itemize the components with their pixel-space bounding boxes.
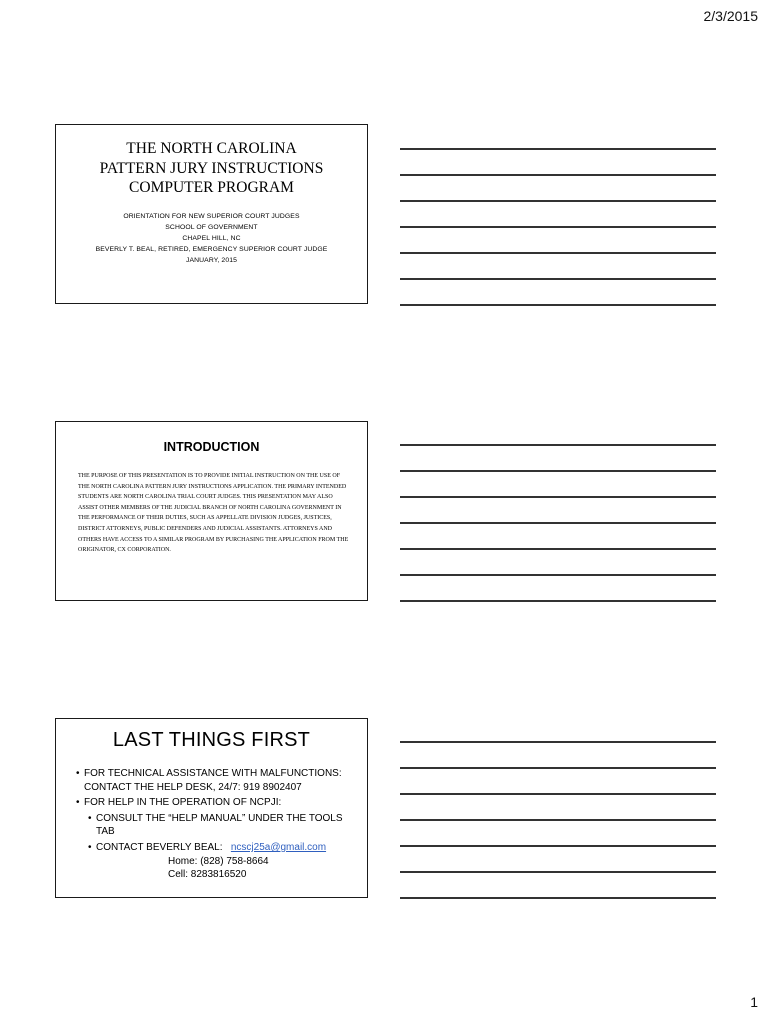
note-line (400, 496, 716, 498)
note-line (400, 793, 716, 795)
note-line (400, 304, 716, 306)
bullet-icon: • (76, 768, 80, 779)
slide-1-subtitle-line: ORIENTATION FOR NEW SUPERIOR COURT JUDGES (123, 213, 300, 220)
bullet-text: CONTACT THE HELP DESK, 24/7: 919 8902407 (84, 781, 302, 793)
bullet-icon: • (88, 812, 92, 824)
slide-1-subtitle-line: SCHOOL OF GOVERNMENT (165, 224, 258, 231)
note-line (400, 897, 716, 899)
email-link[interactable]: ncscj25a@gmail.com (230, 841, 327, 853)
slide-thumbnail-2 (55, 421, 368, 601)
page-number: 1 (750, 994, 758, 1010)
sub-bullet-contact (88, 841, 361, 882)
home-phone: Home: (828) 758-8664 (168, 855, 269, 867)
bullet-text: CONSULT THE “HELP MANUAL” UNDER THE TOOLS (96, 812, 343, 824)
note-line (400, 278, 716, 280)
notes-lines-2 (400, 444, 716, 626)
cell-phone: Cell: 8283816520 (168, 869, 247, 881)
slide-2-title: INTRODUCTION (163, 440, 260, 454)
note-line (400, 574, 716, 576)
slide-1-subtitle-line: CHAPEL HILL, NC (182, 235, 241, 242)
note-line (400, 767, 716, 769)
slide-1-title (56, 139, 367, 198)
bullet-icon: • (76, 797, 80, 809)
bullet-technical-assistance (76, 767, 361, 794)
bullet-icon: • (88, 841, 92, 853)
note-line (400, 252, 716, 254)
slide-1-subtitle-line: JANUARY, 2015 (186, 257, 237, 264)
note-line (400, 174, 716, 176)
contact-label: CONTACT BEVERLY BEAL: (96, 841, 223, 853)
slide-3-title: LAST THINGS FIRST (112, 729, 311, 751)
note-line (400, 871, 716, 873)
bullet-text: FOR TECHNICAL ASSISTANCE WITH MALFUNCTIONS: (84, 768, 342, 779)
slide-3-body (76, 767, 361, 884)
note-line (400, 819, 716, 821)
notes-lines-3 (400, 741, 716, 923)
contact-line (96, 841, 361, 855)
note-line (400, 148, 716, 150)
slide-1-title-line: PATTERN JURY INSTRUCTIONS (99, 159, 324, 177)
slide-1-title-line: THE NORTH CAROLINA (126, 140, 297, 157)
note-line (400, 470, 716, 472)
note-line (400, 522, 716, 524)
slide-thumbnail-3 (55, 718, 368, 898)
print-date: 2/3/2015 (703, 8, 758, 24)
bullet-text: TAB (96, 826, 115, 838)
note-line (400, 200, 716, 202)
bullet-text: FOR HELP IN THE OPERATION OF NCPJI: (84, 797, 282, 809)
slide-2-body: THE PURPOSE OF THIS PRESENTATION IS TO PROVIDE INITIAL INSTRUCTION ON THE USE OF THE NORTH CAROLINA PATTERN JURY INSTRUCTIONS APPLICATION. THE PRIMARY INTENDED STUDENTS ARE NORTH CAROLINA TRIAL COURT JUDGES. THIS PRESENTATION MAY ALSO ASSIST OTHER MEMBERS OF THE JUDICIAL BRANCH OF NORTH CAROLINA GOVERNMENT IN THE PERFORMANCE OF THEIR DUTIES, SUCH AS APPELLATE DIVISION JUDGES, JUSTICES, DISTRICT ATTORNEYS, PUBLIC DEFENDERS AND JUDICIAL ASSISTANTS. ATTORNEYS AND OTHERS HAVE ACCESS TO A SIMILAR PROGRAM BY PURCHASING THE APPLICATION FROM THE ORIGINATOR, CX CORPORATION. (78, 473, 349, 554)
sub-bullet-help-manual (88, 812, 361, 839)
slide-1-subtitle (56, 211, 367, 266)
slide-1-title-line: COMPUTER PROGRAM (129, 179, 294, 196)
note-line (400, 600, 716, 602)
notes-lines-1 (400, 148, 716, 330)
note-line (400, 444, 716, 446)
bullet-operation-help (76, 796, 361, 810)
slide-thumbnail-1 (55, 124, 368, 304)
note-line (400, 226, 716, 228)
slide-1-subtitle-line: BEVERLY T. BEAL, RETIRED, EMERGENCY SUPERIOR COURT JUDGE (95, 246, 328, 253)
note-line (400, 845, 716, 847)
note-line (400, 548, 716, 550)
note-line (400, 741, 716, 743)
